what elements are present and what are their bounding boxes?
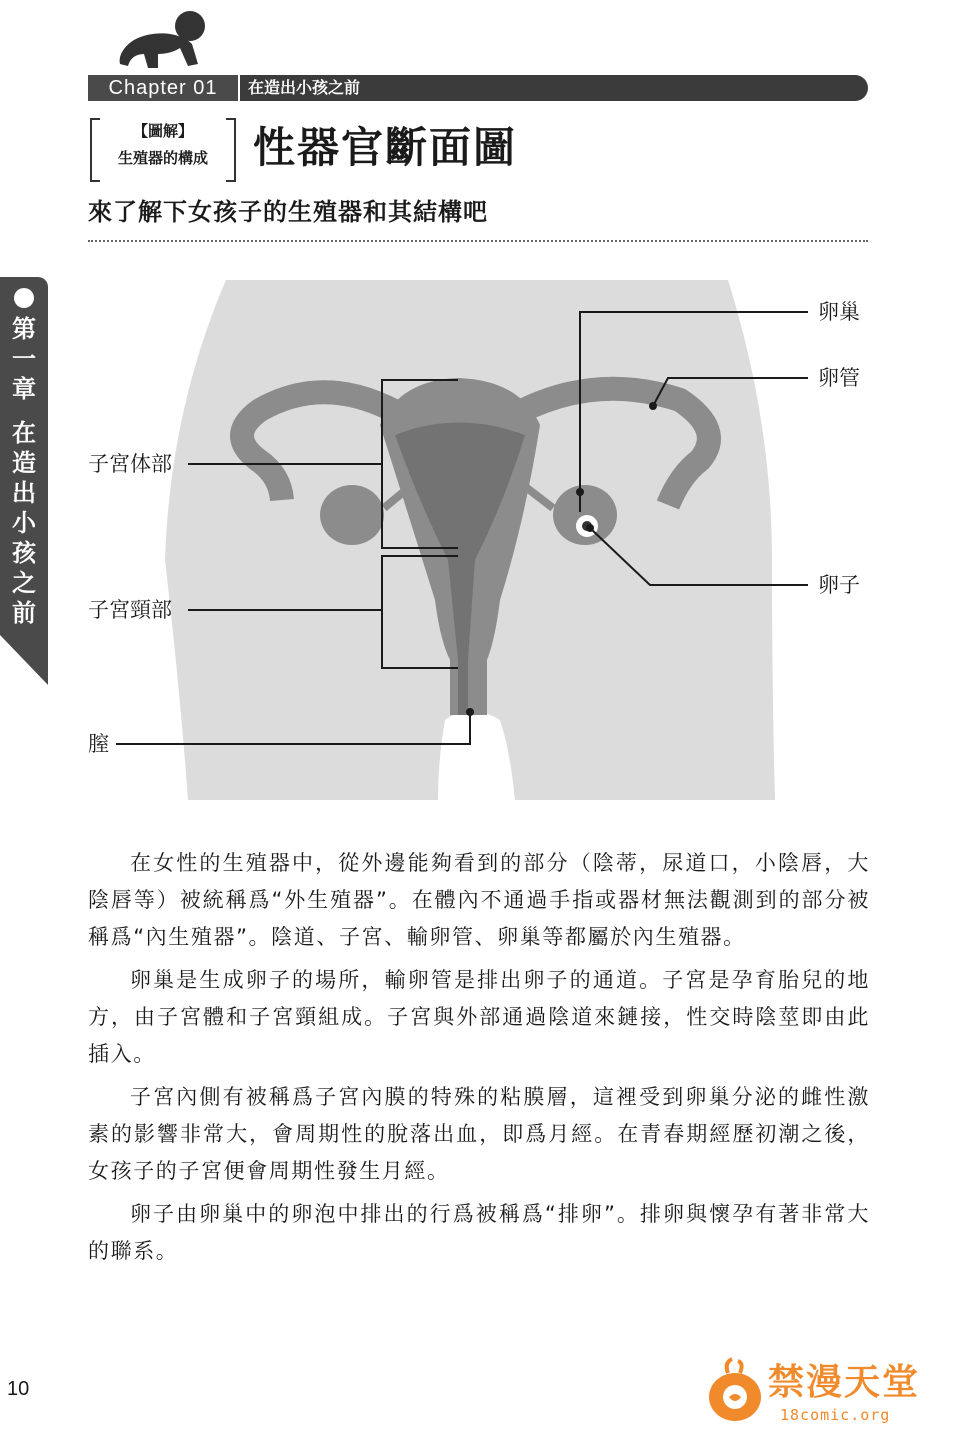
watermark-url: 18comic.org	[780, 1406, 891, 1424]
tag-top: 【圖解】	[132, 122, 193, 140]
chapter-label: Chapter 01	[88, 75, 240, 101]
baby-silhouette-icon	[108, 6, 218, 72]
ovary-left	[320, 485, 384, 545]
page-title: 性器官斷面圖	[253, 123, 518, 172]
label-vagina: 膣	[88, 732, 109, 756]
paragraph: 在女性的生殖器中，從外邊能夠看到的部分（陰蒂，尿道口，小陰唇，大陰唇等）被統稱爲“外生殖器”。在體內不通過手指或器材無法觀測到的部分被稱爲“內生殖器”。陰道、子宮、輸卵管、卵巢等都屬於內生殖器。	[88, 851, 870, 949]
paragraph: 卵子由卵巢中的卵泡中排出的行爲被稱爲“排卵”。排卵與懷孕有著非常大的聯系。	[88, 1202, 870, 1263]
label-uterus-body: 子宮体部	[88, 452, 172, 476]
tag-bottom: 生殖器的構成	[117, 149, 208, 167]
chapter-title: 在造出小孩之前	[248, 78, 361, 97]
paragraph: 子宮內側有被稱爲子宮內膜的特殊的粘膜層，這裡受到卵巢分泌的雌性激素的影響非常大，會周期性的脫落出血，即爲月經。在青春期經歷初潮之後，女孩子的子宮便會周期性發生月經。	[88, 1085, 870, 1183]
side-tab-chapter: 第一章	[12, 315, 36, 403]
body-text	[88, 845, 870, 1276]
page-subtitle: 來了解下女孩子的生殖器和其結構吧	[88, 198, 488, 226]
divider	[88, 240, 868, 242]
anatomy-figure	[0, 260, 960, 820]
label-ovary: 卵巢	[818, 300, 860, 324]
label-egg: 卵子	[818, 573, 860, 597]
watermark-title: 禁漫天堂	[768, 1362, 921, 1403]
label-tube: 卵管	[818, 366, 860, 390]
watermark-logo-icon	[706, 1357, 764, 1427]
side-tab-title: 在造出小孩之前	[12, 419, 36, 627]
page-number: 10	[7, 1378, 30, 1400]
label-cervix: 子宮頸部	[88, 598, 172, 622]
paragraph: 卵巢是生成卵子的場所，輸卵管是排出卵子的通道。子宮是孕育胎兒的地方，由子宮體和子宮頸組成。子宮與外部通過陰道來鏈接，性交時陰莖即由此插入。	[88, 968, 870, 1066]
